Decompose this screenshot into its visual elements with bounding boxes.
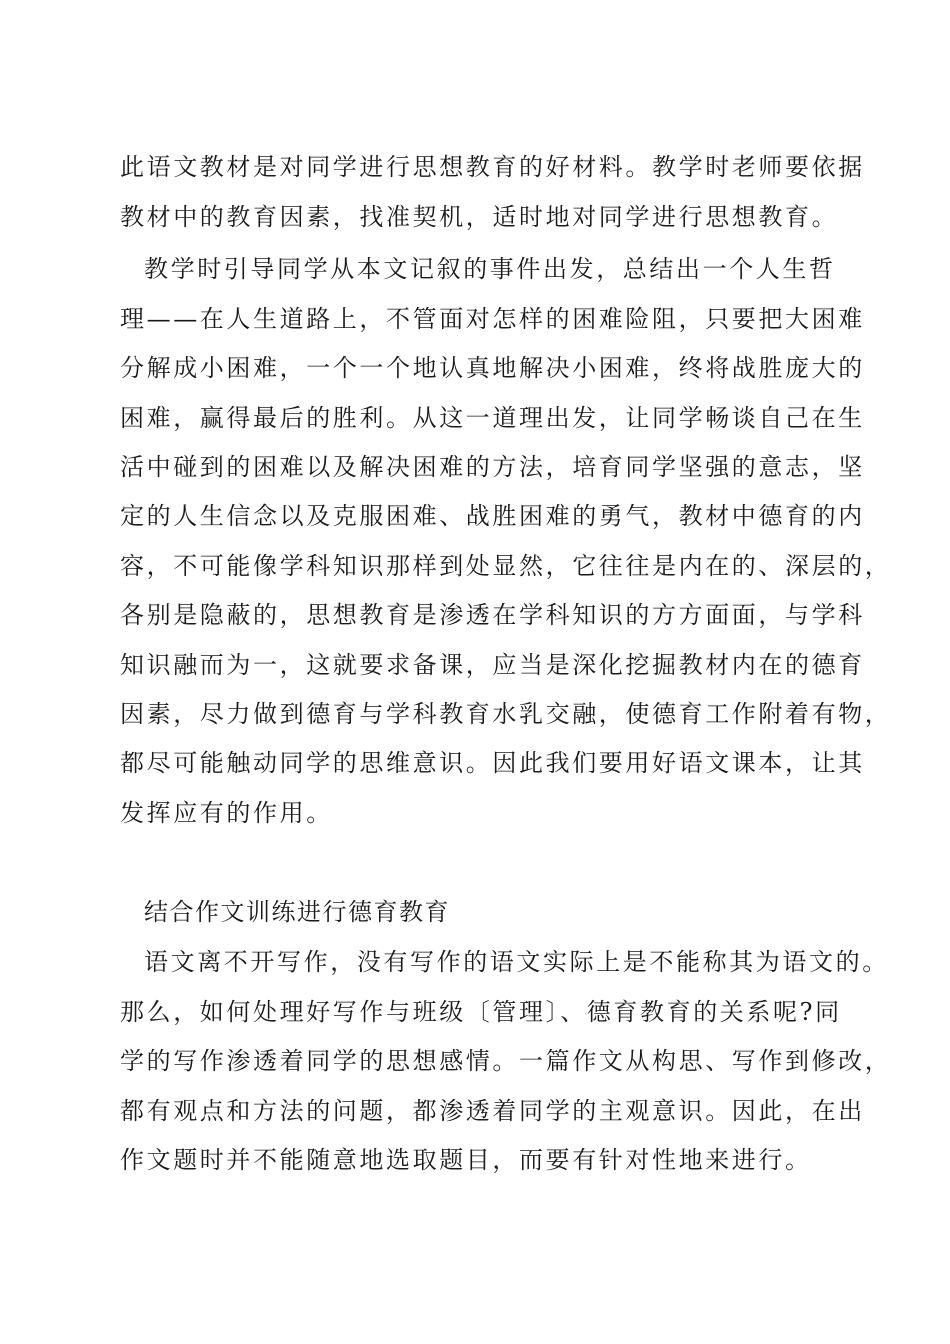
- paragraph-2-line-6: 定的人生信念以及克服困难、战胜困难的勇气，教材中德育的内: [120, 502, 865, 530]
- paragraph-1-line-2: 教材中的教育因素，找准契机，适时地对同学进行思想教育。: [120, 203, 839, 231]
- paragraph-2-line-3: 分解成小困难，一个一个地认真地解决小困难，终将战胜庞大的: [120, 354, 865, 382]
- paragraph-3-line-1: 语文离不开写作，没有写作的语文实际上是不能称其为语文的。: [144, 948, 889, 976]
- paragraph-1-line-1: 此语文教材是对同学进行思想教育的好材料。教学时老师要依据: [120, 153, 865, 181]
- paragraph-2-line-4: 困难，赢得最后的胜利。从这一道理出发，让同学畅谈自己在生: [120, 404, 865, 432]
- paragraph-2-line-8: 各别是隐蔽的，思想教育是渗透在学科知识的方方面面，与学科: [120, 601, 865, 629]
- paragraph-2-line-2: 理——在人生道路上，不管面对怎样的困难险阻，只要把大困难: [120, 305, 865, 333]
- paragraph-2-line-5: 活中碰到的困难以及解决困难的方法，培育同学坚强的意志，坚: [120, 453, 865, 481]
- paragraph-2-line-11: 都尽可能触动同学的思维意识。因此我们要用好语文课本，让其: [120, 749, 865, 777]
- paragraph-2-line-12: 发挥应有的作用。: [120, 799, 333, 827]
- paragraph-2-line-7: 容，不可能像学科知识那样到处显然，它往往是内在的、深层的，: [120, 552, 892, 580]
- paragraph-2-line-9: 知识融而为一，这就要求备课，应当是深化挖掘教材内在的德育: [120, 651, 865, 679]
- paragraph-2-line-1: 教学时引导同学从本文记叙的事件出发，总结出一个人生哲: [144, 255, 836, 283]
- paragraph-3-line-3: 学的写作渗透着同学的思想感情。一篇作文从构思、写作到修改，: [120, 1047, 892, 1075]
- paragraph-3-line-4: 都有观点和方法的问题，都渗透着同学的主观意识。因此，在出: [120, 1097, 865, 1125]
- section-heading: 结合作文训练进行德育教育: [144, 898, 450, 926]
- paragraph-3-line-5: 作文题时并不能随意地选取题目，而要有针对性地来进行。: [120, 1146, 812, 1174]
- paragraph-2-line-10: 因素，尽力做到德育与学科教育水乳交融，使德育工作附着有物，: [120, 700, 892, 728]
- paragraph-3-line-2: 那么，如何处理好写作与班级〔管理〕、德育教育的关系呢?同: [120, 998, 842, 1026]
